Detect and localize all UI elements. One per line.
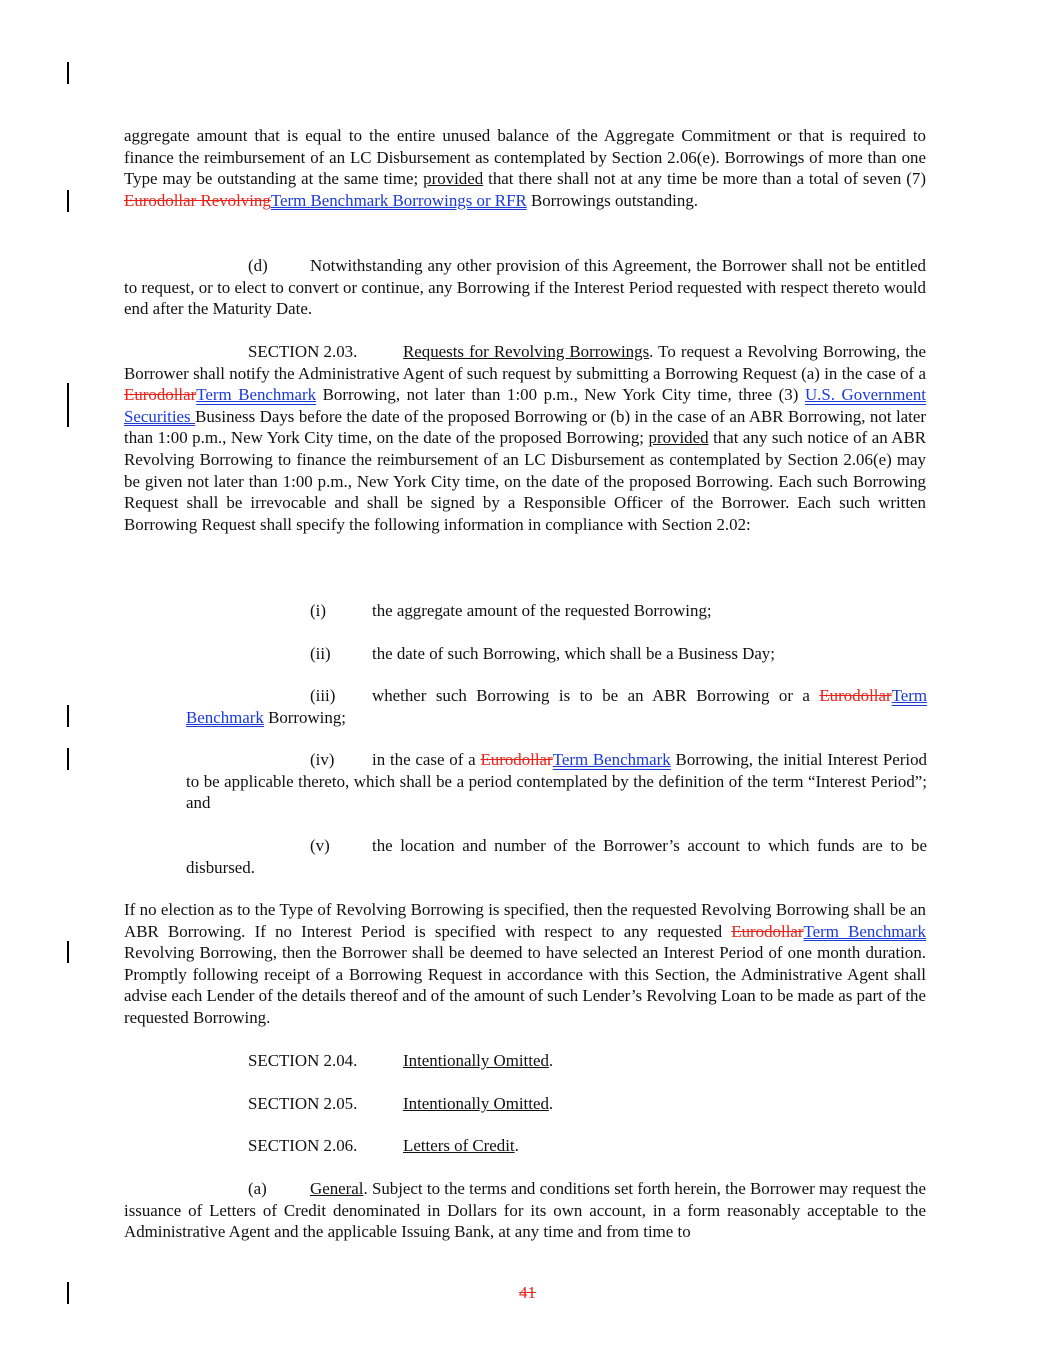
deleted-text: Eurodollar Revolving xyxy=(124,190,271,210)
list-item-iv xyxy=(186,749,927,814)
item-text: Borrowing, the initial Interest Period to be applicable thereto, which shall be a period contemplated by the definition of the term “Interest Period”; and xyxy=(186,750,927,813)
section-2-06 xyxy=(248,1135,519,1157)
inserted-text: Term Benchmark xyxy=(803,921,926,941)
change-bar xyxy=(67,383,69,427)
change-bar xyxy=(67,705,69,727)
deleted-text: Eurodollar xyxy=(819,686,892,705)
inserted-text: Term Benchmark xyxy=(552,750,671,769)
inserted-text: U.S. Government Securities xyxy=(124,385,926,426)
text-run: aggregate amount that is equal to the entire unused balance of the Aggregate Commitment or that is required to finance the reimbursement of an LC Disbursement as contemplated by Section 2.06(e). Borrowings of more than one Type may be outstanding at the same time; xyxy=(124,126,926,189)
section-title: Letters of Credit xyxy=(403,1136,515,1155)
change-bar xyxy=(67,748,69,770)
provided-term: provided xyxy=(648,428,709,448)
item-label: (iii) xyxy=(310,686,336,705)
text-run: Business Days before the date of the proposed Borrowing or (b) in the case of an ABR Borrowing, not later than 1:00 p.m., New York City time, on the date of the proposed Borrowing; xyxy=(124,406,926,448)
change-bar xyxy=(67,62,69,84)
section-number: SECTION 2.05. xyxy=(248,1094,358,1113)
item-label: (v) xyxy=(310,836,330,855)
deleted-text: Eurodollar xyxy=(124,385,197,405)
item-label: (iv) xyxy=(310,750,335,769)
list-item-ii xyxy=(186,643,927,665)
provided-term: provided xyxy=(423,169,484,189)
item-text: in the case of a xyxy=(372,750,481,769)
text-run: Revolving Borrowing, then the Borrower shall be deemed to have selected an Interest Period of one month duration. Promptly following receipt of a Borrowing Request in accordance with this Section, the Administrative Agent shall advise each Lender of the details thereof and of the amount of such Lender’s Revolving Loan to be made as part of the requested Borrowing. xyxy=(124,943,926,1027)
paragraph-a-general xyxy=(124,1178,926,1243)
item-label: (ii) xyxy=(310,644,331,663)
clause-label: (a) xyxy=(248,1179,267,1198)
clause-text: . Subject to the terms and conditions set forth herein, the Borrower may request the issuance of Letters of Credit denominated in Dollars for its own account, in a form reasonably acceptable to the Administrative Agent and the applicable Issuing Bank, at any time and from time to xyxy=(124,1179,926,1242)
section-2-03 xyxy=(124,341,926,535)
text-run: Borrowing, not later than 1:00 p.m., New York City time, three (3) xyxy=(316,385,805,405)
section-title: Intentionally Omitted xyxy=(403,1051,549,1070)
item-text: the location and number of the Borrower’s account to which funds are to be disbursed. xyxy=(186,836,927,877)
clause-label: (d) xyxy=(248,256,268,275)
list-item-i xyxy=(186,600,927,622)
deleted-text: Eurodollar xyxy=(480,750,553,769)
section-number: SECTION 2.06. xyxy=(248,1136,358,1155)
item-label: (i) xyxy=(310,601,326,620)
item-text: Borrowing; xyxy=(263,707,346,727)
deleted-text: Eurodollar xyxy=(731,921,804,941)
paragraph-no-election xyxy=(124,899,926,1029)
section-2-04 xyxy=(248,1050,553,1072)
inserted-text: Term Benchmark xyxy=(186,686,927,727)
clause-text: Notwithstanding any other provision of this Agreement, the Borrower shall not be entitled to request, or to elect to convert or continue, any Borrowing if the Interest Period requested with respect thereto would end after the Maturity Date. xyxy=(124,256,926,319)
change-bar xyxy=(67,941,69,963)
inserted-text: Term Benchmark Borrowings or RFR xyxy=(270,190,527,210)
section-2-05 xyxy=(248,1093,553,1115)
paragraph-d xyxy=(124,255,926,320)
text-run: . xyxy=(514,1136,519,1155)
item-text: the aggregate amount of the requested Borrowing; xyxy=(372,601,712,620)
item-text: the date of such Borrowing, which shall be a Business Day; xyxy=(372,644,775,663)
section-title: Intentionally Omitted xyxy=(403,1094,549,1113)
item-text: whether such Borrowing is to be an ABR Borrowing or a xyxy=(372,686,820,705)
text-run: . To request a Revolving Borrowing, the Borrower shall notify the Administrative Agent of such request by submitting a Borrowing Request (a) in the case of a xyxy=(124,342,926,383)
text-run: If no election as to the Type of Revolving Borrowing is specified, then the requested Revolving Borrowing shall be an ABR Borrowing. If no Interest Period is specified with respect to any requested xyxy=(124,900,926,941)
section-title: Requests for Revolving Borrowings xyxy=(403,342,650,361)
text-run: that any such notice of an ABR Revolving Borrowing to finance the reimbursement of an LC Disbursement as contemplated by Section 2.06(e) may be given not later than 1:00 p.m., New York City time, on the date of the proposed Borrowing. Each such Borrowing Request shall be irrevocable and shall be signed by a Responsible Officer of the Borrower. Each such written Borrowing Request shall specify the following information in compliance with Section 2.02: xyxy=(124,428,926,534)
page-number: 41 xyxy=(519,1283,536,1302)
text-run: that there shall not at any time be more than a total of seven (7) xyxy=(483,169,926,189)
text-run: Borrowings outstanding. xyxy=(526,190,698,210)
text-run: . xyxy=(548,1094,554,1113)
section-number: SECTION 2.03. xyxy=(248,342,358,361)
change-bar xyxy=(67,190,69,212)
section-number: SECTION 2.04. xyxy=(248,1051,358,1070)
paragraph-continuation xyxy=(124,125,926,211)
clause-title: General xyxy=(310,1179,364,1198)
list-item-iii xyxy=(186,685,927,728)
inserted-text: Term Benchmark xyxy=(196,385,317,405)
text-run: . xyxy=(548,1051,554,1070)
list-item-v xyxy=(186,835,927,878)
